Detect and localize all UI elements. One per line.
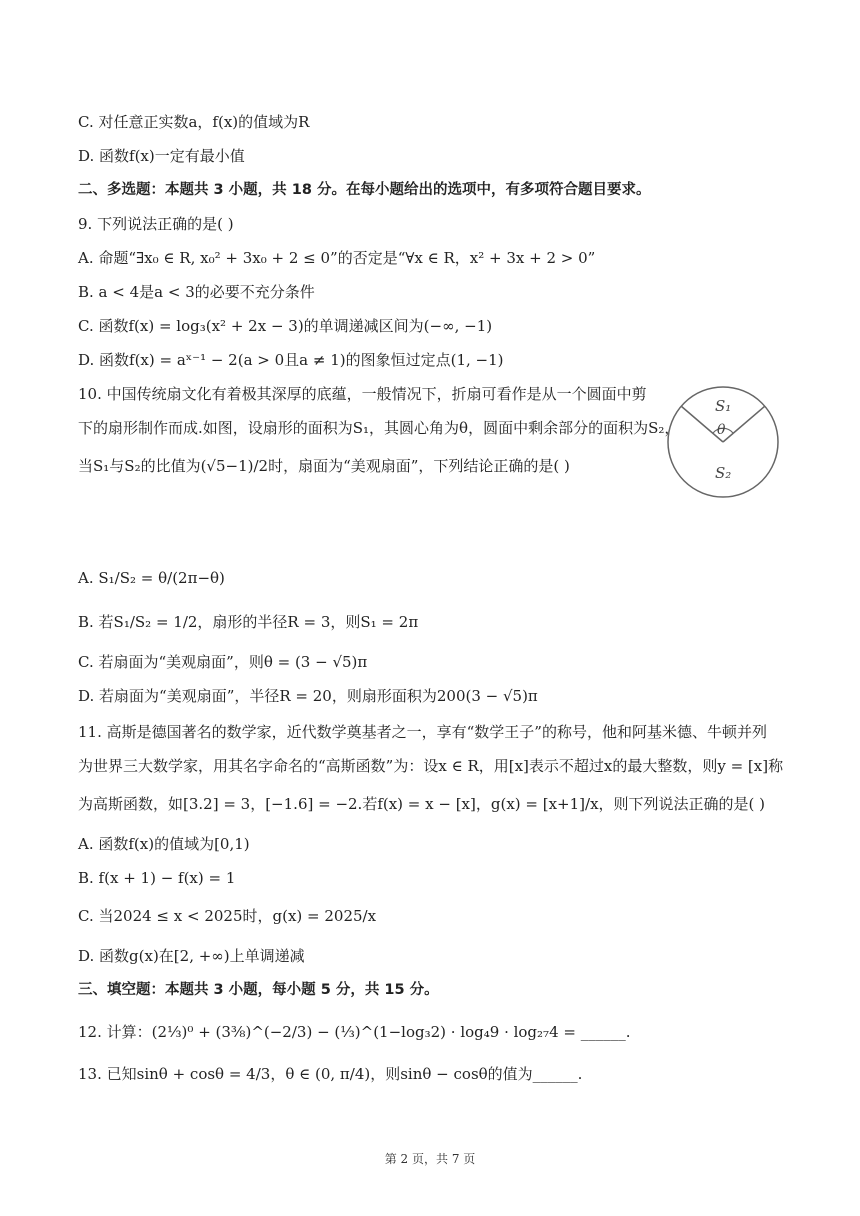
question-10-line-3: 当S₁与S₂的比值为(√5−1)/2时，扇面为“美观扇面”，下列结论正确的是( ) xyxy=(78,457,570,475)
option-11a: A. 函数f(x)的值域为[0,1) xyxy=(78,835,250,853)
option-9c: C. 函数f(x) = log₃(x² + 2x − 3)的单调递减区间为(−∞, −1) xyxy=(78,317,493,335)
fan-figure xyxy=(665,386,785,506)
label-s2: S₂ xyxy=(715,464,732,482)
question-11-line-2: 为世界三大数学家，用其名字命名的“高斯函数”为：设x ∈ R，用[x]表示不超过x的最大整数，则y = [x]称 xyxy=(78,757,784,775)
question-11-line-1: 11. 高斯是德国著名的数学家，近代数学奠基者之一，享有“数学王子”的称号，他和阿基米德、牛顿并列 xyxy=(78,723,767,741)
option-10c: C. 若扇面为“美观扇面”，则θ = (3 − √5)π xyxy=(78,653,368,671)
option-10a: A. S₁/S₂ = θ/(2π−θ) xyxy=(78,569,225,587)
label-theta: θ xyxy=(717,422,726,438)
option-11c: C. 当2024 ≤ x < 2025时，g(x) = 2025/x xyxy=(78,907,377,925)
section-header-fill-in: 三、填空题：本题共 3 小题，每小题 5 分，共 15 分。 xyxy=(78,982,439,998)
option-8c: C. 对任意正实数a，f(x)的值域为R xyxy=(78,113,310,131)
page-footer: 第 2 页，共 7 页 xyxy=(384,1152,476,1166)
option-10d: D. 若扇面为“美观扇面”，半径R = 20，则扇形面积为200(3 − √5)π xyxy=(78,687,538,705)
option-8d: D. 函数f(x)一定有最小值 xyxy=(78,147,245,165)
option-11b: B. f(x + 1) − f(x) = 1 xyxy=(78,869,236,887)
option-9b: B. a < 4是a < 3的必要不充分条件 xyxy=(78,283,315,301)
question-9: 9. 下列说法正确的是( ) xyxy=(78,215,234,233)
question-10-line-2: 下的扇形制作而成.如图，设扇形的面积为S₁，其圆心角为θ，圆面中剩余部分的面积为S₂， xyxy=(78,419,680,437)
question-13: 13. 已知sinθ + cosθ = 4/3，θ ∈ (0, π/4)，则sinθ − cosθ的值为______. xyxy=(78,1065,583,1083)
label-s1: S₁ xyxy=(715,397,732,415)
question-12: 12. 计算：(2⅓)⁰ + (3⅜)^(−2/3) − (⅓)^(1−log₃2) · log₄9 · log₂₇4 = ______. xyxy=(78,1023,631,1041)
option-11d: D. 函数g(x)在[2, +∞)上单调递减 xyxy=(78,947,305,965)
option-9a: A. 命题“∃x₀ ∈ R, x₀² + 3x₀ + 2 ≤ 0”的否定是“∀x ∈ R，x² + 3x + 2 > 0” xyxy=(78,249,596,267)
option-9d: D. 函数f(x) = aˣ⁻¹ − 2(a > 0且a ≠ 1)的图象恒过定点(1, −1) xyxy=(78,351,504,369)
option-10b: B. 若S₁/S₂ = 1/2，扇形的半径R = 3，则S₁ = 2π xyxy=(78,613,419,631)
question-10-line-1: 10. 中国传统扇文化有着极其深厚的底蕴，一般情况下，折扇可看作是从一个圆面中剪 xyxy=(78,385,647,403)
question-11-line-3: 为高斯函数，如[3.2] = 3，[−1.6] = −2.若f(x) = x − [x]，g(x) = [x+1]/x，则下列说法正确的是( ) xyxy=(78,795,765,813)
section-header-multiple-choice: 二、多选题：本题共 3 小题，共 18 分。在每小题给出的选项中，有多项符合题目要求。 xyxy=(78,182,651,198)
